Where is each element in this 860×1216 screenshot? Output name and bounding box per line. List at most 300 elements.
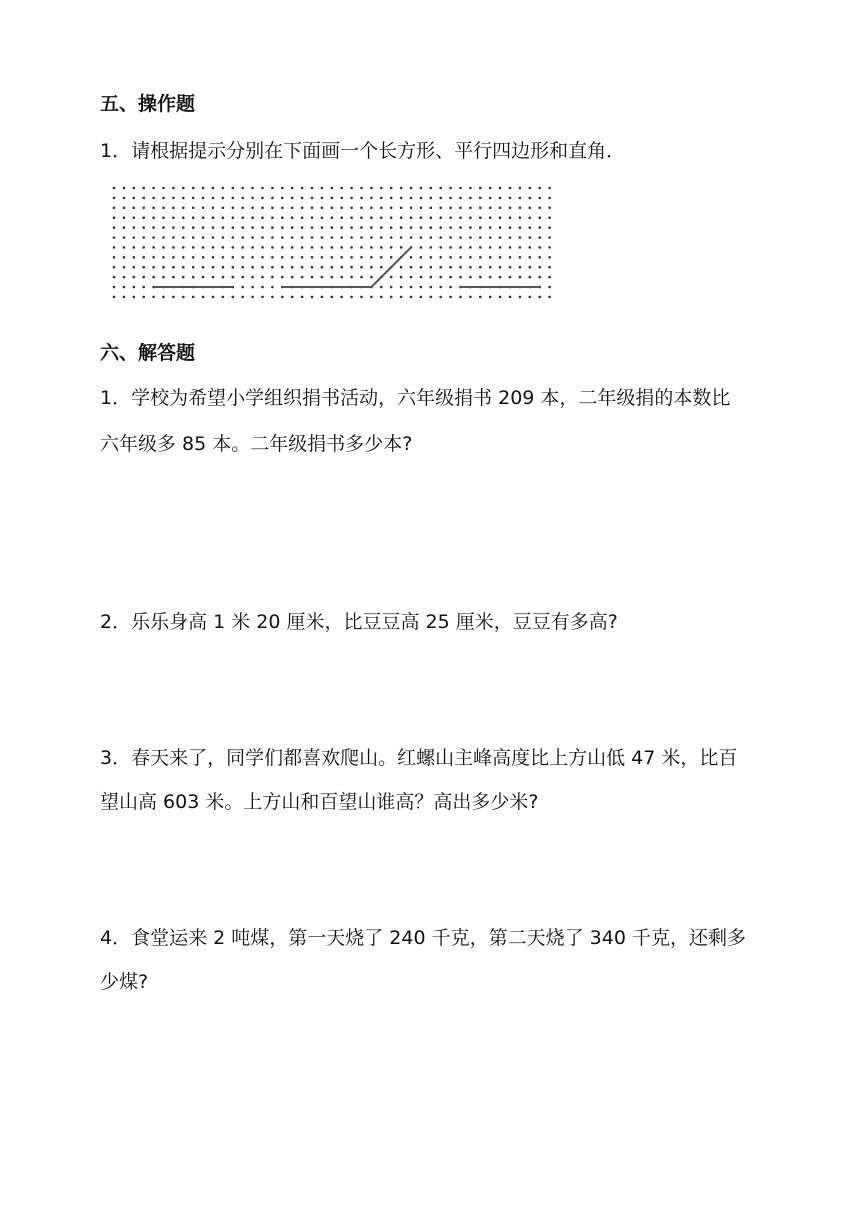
grid-dot [430,216,433,219]
grid-dot [439,266,442,269]
grid-dot [420,207,423,210]
grid-dot [142,246,145,249]
grid-dot [212,207,215,210]
grid-dot [133,236,136,239]
grid-dot [400,187,403,190]
grid-dot [182,197,185,200]
grid-dot [212,246,215,249]
grid-dot [172,256,175,259]
grid-dot [420,296,423,299]
grid-dot [251,256,254,259]
grid-dot [331,266,334,269]
grid-dot [538,216,541,219]
grid-dot [301,236,304,239]
grid-dot [538,187,541,190]
grid-dot [548,286,551,289]
grid-dot [142,226,145,229]
grid-dot [420,226,423,229]
grid-dot [410,187,413,190]
grid-dot [459,256,462,259]
grid-dot [251,187,254,190]
grid-dot [291,187,294,190]
grid-dot [420,266,423,269]
grid-dot [469,266,472,269]
grid-dot [479,197,482,200]
grid-dot [360,197,363,200]
grid-dot [360,296,363,299]
grid-dot [538,207,541,210]
grid-dot [489,236,492,239]
grid-dot [123,197,126,200]
grid-dot [538,197,541,200]
grid-dot [439,236,442,239]
grid-dot [142,236,145,239]
grid-dot [479,216,482,219]
grid-dot [192,226,195,229]
grid-dot [331,236,334,239]
grid-dot [301,216,304,219]
grid-dot [162,226,165,229]
grid-dot [232,197,235,200]
question-6-2: 2．乐乐身高 1 米 20 厘米，比豆豆高 25 厘米，豆豆有多高? [100,611,618,633]
grid-dot [449,286,452,289]
grid-dot [350,207,353,210]
grid-dot [380,286,383,289]
grid-dot [380,216,383,219]
grid-dot [390,226,393,229]
grid-dot [499,216,502,219]
grid-dot [340,296,343,299]
grid-dot [172,276,175,279]
grid-dot [410,236,413,239]
grid-dot [241,266,244,269]
grid-dot [271,256,274,259]
grid-dot [548,207,551,210]
grid-dot [321,226,324,229]
grid-dot [113,187,116,190]
grid-dot [152,216,155,219]
grid-dot [350,187,353,190]
grid-dot [331,276,334,279]
grid-dot [380,256,383,259]
grid-dot [469,236,472,239]
grid-dot [509,246,512,249]
grid-dot [321,296,324,299]
grid-dot [113,216,116,219]
grid-dot [340,216,343,219]
grid-dot [222,246,225,249]
grid-dot [261,187,264,190]
grid-dot [519,266,522,269]
grid-dot [192,187,195,190]
grid-dot [420,187,423,190]
grid-dot [420,197,423,200]
grid-dot [182,256,185,259]
grid-dot [538,246,541,249]
grid-dot [469,187,472,190]
grid-dot [410,216,413,219]
grid-dot [291,197,294,200]
grid-dot [152,236,155,239]
grid-dot [311,296,314,299]
grid-dot [489,266,492,269]
grid-dot [133,246,136,249]
grid-dot [133,216,136,219]
grid-dot [340,266,343,269]
grid-dot [410,226,413,229]
grid-dot [271,197,274,200]
grid-dot [123,296,126,299]
grid-dot [548,226,551,229]
grid-dot [232,276,235,279]
grid-dot [113,266,116,269]
grid-dot [232,216,235,219]
grid-dot [271,207,274,210]
grid-dot [370,226,373,229]
grid-dot [202,266,205,269]
grid-dot [370,256,373,259]
grid-dot [281,187,284,190]
grid-dot [123,276,126,279]
grid-dot [321,236,324,239]
given-segment [371,247,411,287]
grid-dot [261,236,264,239]
grid-dot [400,276,403,279]
grid-dot [311,236,314,239]
question-6-1-line1: 1．学校为希望小学组织捐书活动，六年级捐书 209 本，二年级捐的本数比 [100,387,731,409]
grid-dot [499,276,502,279]
grid-dot [548,276,551,279]
grid-dot [301,187,304,190]
grid-dot [281,246,284,249]
grid-dot [232,226,235,229]
grid-dot [212,236,215,239]
grid-dot [331,256,334,259]
grid-dot [251,286,254,289]
grid-dot [340,197,343,200]
grid-dot [241,296,244,299]
grid-dot [281,216,284,219]
grid-dot [202,226,205,229]
grid-dot [192,296,195,299]
grid-dot [380,197,383,200]
grid-dot [251,276,254,279]
grid-dot [172,296,175,299]
grid-dot [519,226,522,229]
grid-dot [459,207,462,210]
grid-dot [142,276,145,279]
grid-dot [509,216,512,219]
grid-dot [519,276,522,279]
grid-dot [162,197,165,200]
section5-heading: 五、操作题 [100,93,196,115]
grid-dot [370,266,373,269]
grid-dot [529,207,532,210]
grid-dot [439,197,442,200]
grid-dot [133,197,136,200]
grid-dot [529,187,532,190]
grid-dot [212,226,215,229]
grid-dot [380,226,383,229]
grid-dot [202,216,205,219]
grid-dot [390,246,393,249]
grid-dot [390,187,393,190]
grid-dot [142,286,145,289]
grid-dot [192,216,195,219]
grid-dot [261,226,264,229]
grid-dot [509,187,512,190]
grid-dot [142,266,145,269]
grid-dot [152,256,155,259]
grid-dot [311,256,314,259]
grid-dot [499,236,502,239]
grid-dot [439,226,442,229]
grid-dot [281,236,284,239]
grid-dot [479,246,482,249]
grid-dot [499,296,502,299]
grid-dot [251,266,254,269]
grid-dot [182,216,185,219]
grid-dot [459,187,462,190]
grid-dot [499,197,502,200]
grid-dot [489,207,492,210]
grid-dot [301,266,304,269]
grid-dot [311,266,314,269]
grid-dot [420,286,423,289]
grid-dot [459,246,462,249]
question-6-4-line2: 少煤? [100,971,149,993]
grid-dot [340,207,343,210]
grid-dot [182,296,185,299]
grid-dot [222,187,225,190]
grid-dot [291,236,294,239]
grid-dot [410,296,413,299]
grid-dot [321,207,324,210]
grid-dot [271,266,274,269]
grid-dot [400,207,403,210]
grid-dot [390,207,393,210]
grid-dot [311,207,314,210]
grid-dot [271,236,274,239]
grid-dot [390,236,393,239]
grid-dot [321,276,324,279]
grid-dot [162,276,165,279]
grid-dot [479,256,482,259]
grid-dot [212,266,215,269]
grid-dot [340,246,343,249]
grid-dot [241,256,244,259]
grid-dot [222,226,225,229]
grid-dot [519,216,522,219]
grid-dot [162,216,165,219]
grid-dot [529,276,532,279]
grid-dot [380,187,383,190]
grid-dot [241,246,244,249]
grid-dot [202,296,205,299]
grid-dot [113,207,116,210]
grid-dot [251,246,254,249]
question-6-4-line1: 4．食堂运来 2 吨煤，第一天烧了 240 千克，第二天烧了 340 千克，还剩多 [100,927,746,949]
grid-dot [192,246,195,249]
grid-dot [182,236,185,239]
grid-dot [232,246,235,249]
grid-dot [370,197,373,200]
grid-dot [113,236,116,239]
grid-dot [449,187,452,190]
grid-dot [420,246,423,249]
grid-dot [509,197,512,200]
grid-dot [232,296,235,299]
grid-dot [162,236,165,239]
grid-dot [241,226,244,229]
grid-dot [439,286,442,289]
grid-dot [152,296,155,299]
grid-dot [449,256,452,259]
grid-dot [192,276,195,279]
grid-dot [182,187,185,190]
grid-dot [311,246,314,249]
grid-dot [439,246,442,249]
grid-dot [192,207,195,210]
grid-dot [232,266,235,269]
grid-dot [321,197,324,200]
grid-dot [360,187,363,190]
grid-dot [370,216,373,219]
grid-dot [529,296,532,299]
grid-dot [538,276,541,279]
grid-dot [331,296,334,299]
grid-dot [489,256,492,259]
grid-dot [133,207,136,210]
grid-dot [390,216,393,219]
grid-dot [509,236,512,239]
grid-dot [548,266,551,269]
grid-dot [519,207,522,210]
grid-dot [390,276,393,279]
grid-dot [390,286,393,289]
grid-dot [222,296,225,299]
grid-dot [172,266,175,269]
grid-dot [439,207,442,210]
grid-dot [172,197,175,200]
grid-dot [350,256,353,259]
grid-dot [360,236,363,239]
grid-dot [360,207,363,210]
grid-dot [291,216,294,219]
grid-dot [212,197,215,200]
grid-dot [340,187,343,190]
grid-dot [430,256,433,259]
grid-dot [113,256,116,259]
grid-dot [548,246,551,249]
grid-dot [152,246,155,249]
grid-dot [133,187,136,190]
grid-dot [291,226,294,229]
grid-dot [321,266,324,269]
grid-dot [469,207,472,210]
grid-dot [113,296,116,299]
grid-dot [172,187,175,190]
grid-dot [232,256,235,259]
grid-dot [449,236,452,239]
grid-dot [281,266,284,269]
grid-dot [281,276,284,279]
grid-dot [380,246,383,249]
grid-dot [321,246,324,249]
grid-dot [331,187,334,190]
grid-dot [499,266,502,269]
question-6-3-line2: 望山高 603 米。上方山和百望山谁高？高出多少米? [100,791,539,813]
grid-dot [430,276,433,279]
grid-dot [182,266,185,269]
grid-dot [222,266,225,269]
grid-dot [123,246,126,249]
grid-dot [439,296,442,299]
grid-dot [489,296,492,299]
grid-dot [261,216,264,219]
grid-dot [538,236,541,239]
grid-dot [430,226,433,229]
grid-dot [113,276,116,279]
grid-dot [113,197,116,200]
grid-dot [449,197,452,200]
grid-dot [261,197,264,200]
grid-dot [489,197,492,200]
grid-dot [142,256,145,259]
grid-dot [390,256,393,259]
grid-dot [281,197,284,200]
grid-dot [241,276,244,279]
section6-heading: 六、解答题 [100,342,196,364]
grid-dot [261,276,264,279]
grid-dot [241,236,244,239]
grid-dot [459,236,462,239]
grid-dot [241,207,244,210]
grid-dot [142,207,145,210]
grid-dot [350,226,353,229]
grid-dot [271,276,274,279]
grid-dot [222,276,225,279]
grid-dot [172,246,175,249]
grid-dot [420,276,423,279]
grid-dot [548,236,551,239]
grid-dot [162,296,165,299]
grid-dot [479,226,482,229]
grid-dot [152,207,155,210]
grid-dot [311,197,314,200]
grid-dot [202,197,205,200]
grid-dot [519,187,522,190]
dot-grid [108,180,558,312]
grid-dot [301,246,304,249]
grid-dot [261,296,264,299]
grid-dot [519,256,522,259]
grid-dot [360,226,363,229]
grid-dot [123,236,126,239]
grid-dot [212,296,215,299]
grid-dot [232,236,235,239]
grid-dot [123,266,126,269]
grid-dot [430,236,433,239]
grid-dot [449,226,452,229]
grid-dot [360,266,363,269]
grid-dot [509,256,512,259]
grid-dot [222,197,225,200]
grid-dot [400,286,403,289]
grid-dot [469,246,472,249]
grid-dot [538,266,541,269]
grid-dot [331,207,334,210]
